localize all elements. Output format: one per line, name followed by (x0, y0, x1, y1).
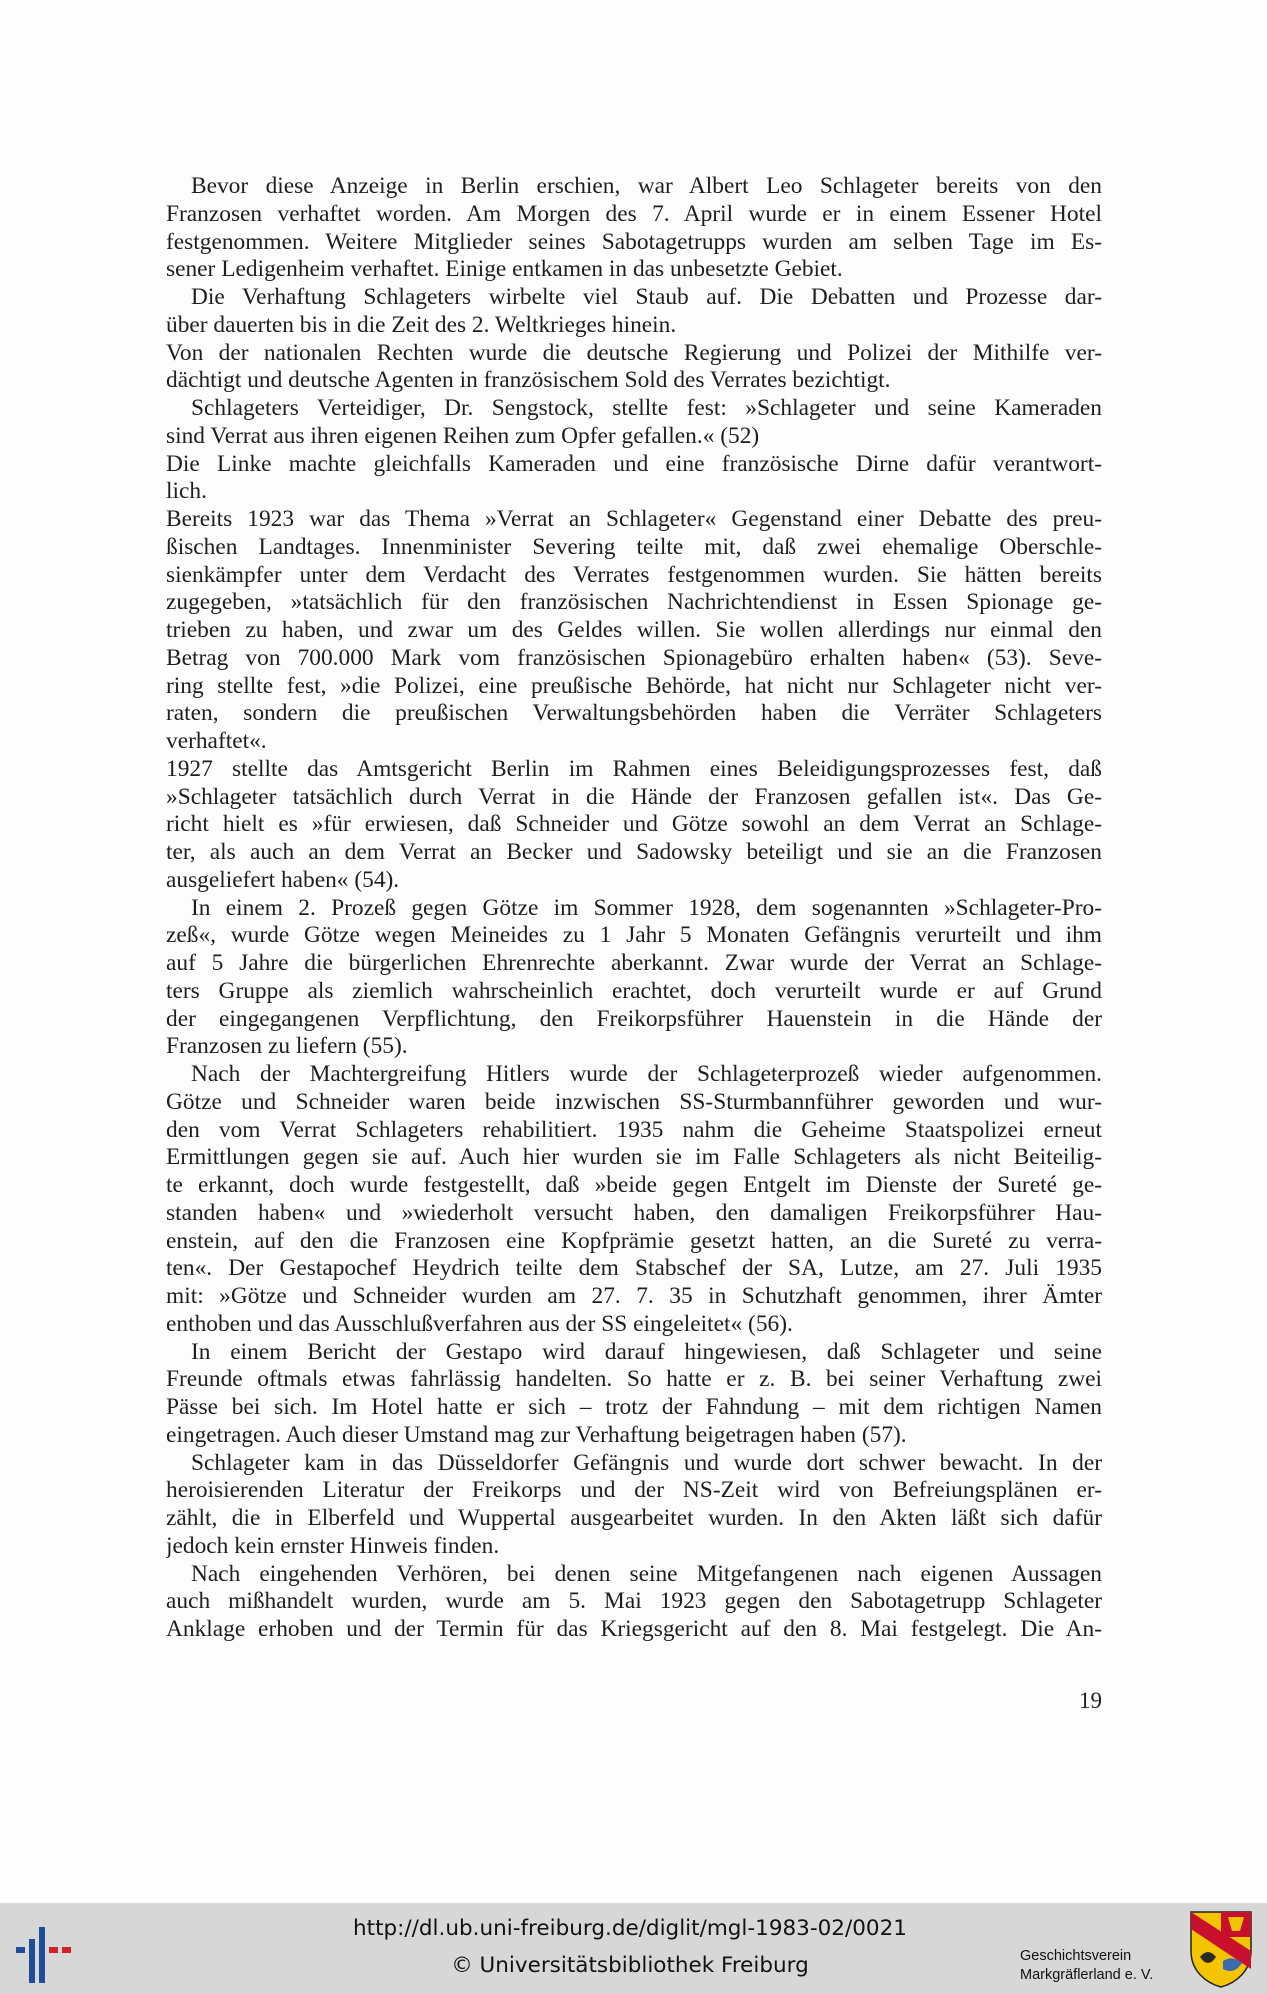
text-line: über dauerten bis in die Zeit des 2. Weltkrieges hinein. (166, 311, 677, 338)
text-line: Schlageter kam in das Düsseldorfer Gefängnis und wurde dort schwer bewacht. In der (191, 1449, 1102, 1476)
text-line: Bereits 1923 war das Thema »Verrat an Schlageter« Gegenstand einer Debatte des preu- (166, 506, 1102, 532)
text-line: te erkannt, doch wurde festgestellt, daß »beide gegen Entgelt im Dienste der Sureté ge- (166, 1172, 1102, 1198)
text-line: jedoch kein ernster Hinweis finden. (166, 1532, 500, 1559)
society-name-line2: Markgräflerland e. V. (1020, 1967, 1154, 1983)
text-line: heroisierenden Literatur der Freikorps und der NS-Zeit wird von Befreiungsplänen er- (166, 1477, 1102, 1504)
text-line: verhaftet«. (166, 728, 267, 754)
society-name (1020, 1947, 1195, 1985)
text-line: ausgeliefert haben« (54). (166, 866, 400, 893)
text-line: enthoben und das Ausschlußverfahren aus der SS eingeleitet« (56). (166, 1310, 793, 1337)
text-line: Betrag von 700.000 Mark vom französischen Spionagebüro erhalten haben« (53). Seve- (166, 644, 1102, 671)
text-line: zugegeben, »tatsächlich für den französischen Nachrichtendienst in Essen Spionage ge- (166, 589, 1102, 616)
source-url-link[interactable]: http://dl.ub.uni-freiburg.de/diglit/mgl-1983-02/0021 (353, 1916, 907, 1941)
text-line: Anklage erhoben und der Termin für das Kriegsgericht auf den 8. Mai festgelegt. Die An- (166, 1616, 1102, 1642)
page-number: 19 (1079, 1688, 1102, 1713)
society-name-line1: Geschichtsverein (1020, 1948, 1132, 1964)
text-line: lich. (166, 478, 207, 505)
text-line: ring stellte fest, »die Polizei, eine preußische Behörde, hat nicht nur Schlageter nicht ver- (166, 672, 1102, 699)
text-line: sener Ledigenheim verhaftet. Einige entkamen in das unbesetzte Gebiet. (166, 256, 843, 283)
text-line: zeß«, wurde Götze wegen Meineides zu 1 Jahr 5 Monaten Gefängnis verurteilt und ihm (166, 922, 1102, 949)
body-text (166, 173, 1102, 1644)
text-line: ten«. Der Gestapochef Heydrich teilte dem Stabschef der SA, Lutze, am 27. Juli 1935 (166, 1255, 1102, 1282)
text-line: auch mißhandelt wurden, wurde am 5. Mai 1923 gegen den Sabotagetrupp Schlageter (166, 1588, 1102, 1615)
text-line: Nach der Machtergreifung Hitlers wurde der Schlageterprozeß wieder aufgenommen. (191, 1061, 1102, 1087)
text-line: trieben zu haben, und zwar um des Geldes willen. Sie wollen allerdings nur einmal den (166, 617, 1102, 643)
text-line: festgenommen. Weitere Mitglieder seines Sabotagetrupps wurden am selben Tage im Es- (166, 228, 1102, 255)
text-line: Franzosen verhaftet worden. Am Morgen des 7. April wurde er in einem Essener Hotel (166, 200, 1102, 227)
text-line: Die Verhaftung Schlageters wirbelte viel Staub auf. Die Debatten und Prozesse dar- (191, 284, 1102, 310)
text-line: ters Gruppe als ziemlich wahrscheinlich erachtet, doch verurteilt wurde er auf Grund (166, 977, 1102, 1004)
text-line: sind Verrat aus ihren eigenen Reihen zum Opfer gefallen.« (52) (166, 422, 760, 449)
text-line: Ermittlungen gegen sie auf. Auch hier wurden sie im Falle Schlageters als nicht Beiteilig- (166, 1144, 1102, 1171)
text-line: Nach eingehenden Verhören, bei denen seine Mitgefangenen nach eigenen Aussagen (191, 1560, 1102, 1587)
text-line: In einem 2. Prozeß gegen Götze im Sommer 1928, dem sogenannten »Schlageter-Pro- (191, 894, 1102, 921)
text-line: Bevor diese Anzeige in Berlin erschien, war Albert Leo Schlageter bereits von den (191, 173, 1102, 199)
text-line: der eingegangenen Verpflichtung, den Freikorpsführer Hauenstein in die Hände der (166, 1005, 1102, 1032)
text-line: dächtigt und deutsche Agenten in französischem Sold des Verrates bezichtigt. (166, 367, 891, 394)
text-line: mit: »Götze und Schneider wurden am 27. 7. 35 in Schutzhaft genommen, ihrer Ämter (166, 1283, 1102, 1309)
footer-bar (0, 1903, 1267, 1994)
copyright-notice: © Universitätsbibliothek Freiburg (451, 1953, 809, 1978)
text-line: enstein, auf den die Franzosen eine Kopfprämie gesetzt hatten, an die Sureté zu verra- (166, 1227, 1102, 1254)
text-line: In einem Bericht der Gestapo wird darauf hingewiesen, daß Schlageter und seine (191, 1338, 1102, 1365)
ub-freiburg-logo-icon (12, 1913, 82, 1983)
text-line: den vom Verrat Schlageters rehabilitiert. 1935 nahm die Geheime Staatspolizei erneut (166, 1116, 1102, 1143)
text-line: richt hielt es »für erwiesen, daß Schneider und Götze sowohl an dem Verrat an Schlage- (166, 811, 1102, 838)
text-line: Freunde oftmals etwas fahrlässig handelten. So hatte er z. B. bei seiner Verhaftung zwei (166, 1366, 1102, 1393)
text-line: ßischen Landtages. Innenminister Severing teilte mit, daß zwei ehemalige Oberschle- (166, 533, 1102, 560)
text-line: Von der nationalen Rechten wurde die deutsche Regierung und Polizei der Mithilfe ver- (166, 339, 1102, 366)
text-line: raten, sondern die preußischen Verwaltungsbehörden haben die Verräter Schlageters (166, 700, 1102, 727)
text-line: Schlageters Verteidiger, Dr. Sengstock, stellte fest: »Schlageter und seine Kameraden (191, 395, 1102, 421)
text-line: auf 5 Jahre die bürgerlichen Ehrenrechte aberkannt. Zwar wurde der Verrat an Schlage- (166, 950, 1102, 976)
coat-of-arms-icon (1188, 1909, 1254, 1989)
text-line: eingetragen. Auch dieser Umstand mag zur Verhaftung beigetragen haben (57). (166, 1421, 907, 1448)
text-line: Pässe bei sich. Im Hotel hatte er sich – trotz der Fahndung – mit dem richtigen Namen (166, 1394, 1102, 1420)
text-line: ter, als auch an dem Verrat an Becker und Sadowsky beteiligt und sie an die Franzosen (166, 839, 1102, 865)
text-line: zählt, die in Elberfeld und Wuppertal ausgearbeitet wurden. In den Akten läßt sich dafür (166, 1505, 1102, 1531)
text-line: Die Linke machte gleichfalls Kameraden und eine französische Dirne dafür verantwort- (166, 450, 1102, 477)
text-line: Götze und Schneider waren beide inzwischen SS-Sturmbannführer geworden und wur- (166, 1088, 1102, 1115)
text-line: Franzosen zu liefern (55). (166, 1033, 408, 1060)
text-line: standen haben« und »wiederholt versucht haben, den damaligen Freikorpsführer Hau- (166, 1199, 1102, 1226)
text-line: »Schlageter tatsächlich durch Verrat in die Hände der Franzosen gefallen ist«. Das Ge- (166, 783, 1102, 810)
text-line: 1927 stellte das Amtsgericht Berlin im Rahmen eines Beleidigungsprozesses fest, daß (166, 755, 1102, 782)
text-line: sienkämpfer unter dem Verdacht des Verrates festgenommen wurden. Sie hätten bereits (166, 561, 1102, 588)
